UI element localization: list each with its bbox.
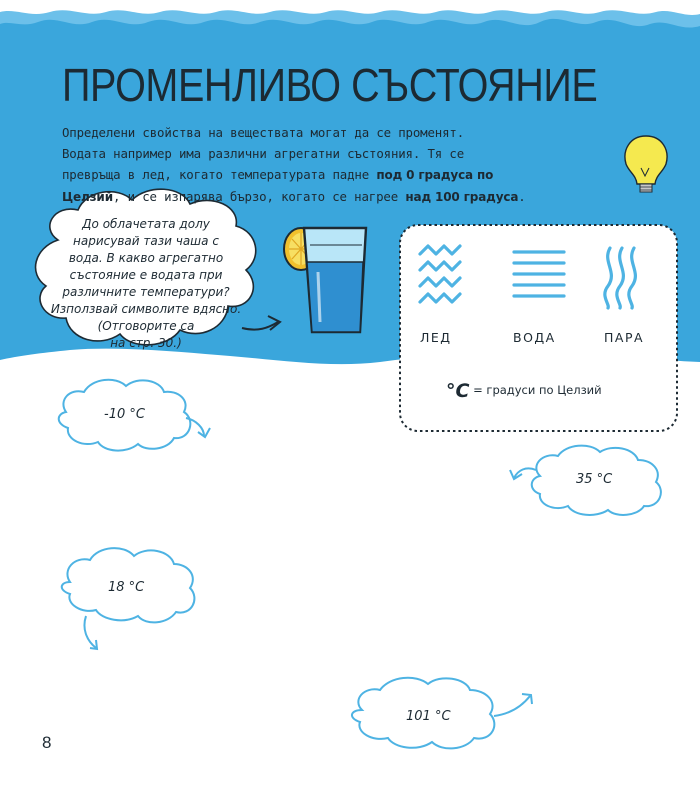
legend-water-label: ВОДА [513, 330, 556, 345]
bubble-line: на стр. 30.) [110, 336, 182, 350]
legend-steam-label: ПАРА [604, 330, 645, 345]
legend-ice-label: ЛЕД [420, 330, 452, 345]
legend-note [446, 380, 602, 402]
page-title: ПРОМЕНЛИВО СЪСТОЯНИЕ [62, 59, 598, 111]
bubble-line: нарисувай тази чаша с [73, 234, 219, 248]
intro-paragraph [62, 122, 622, 208]
cloud-shape [62, 548, 195, 649]
cloud-label-101: 101 °C [406, 709, 451, 724]
page-number: 8 [42, 733, 52, 752]
celsius-symbol: °C [446, 380, 470, 402]
bubble-line: (Отговорите са [97, 319, 195, 333]
intro-text: . [518, 189, 526, 204]
bubble-line: състояние е водата при [69, 268, 223, 282]
intro-line: Определени свойства на веществата могат да се променят. [62, 125, 465, 140]
celsius-description: = градуси по Целзий [473, 383, 602, 397]
speech-bubble-text [36, 216, 256, 352]
intro-emphasis: Целзий [62, 190, 113, 204]
bubble-line: Използвай символите вдясно. [50, 302, 242, 316]
bubble-line: различните температури? [62, 285, 230, 299]
bubble-line: До облачетата долу [82, 217, 210, 231]
cloud-label-minus10: -10 °C [104, 407, 145, 422]
intro-line: Водата например има различни агрегатни състояния. Тя се [62, 146, 465, 161]
intro-emphasis: над 100 градуса [405, 190, 519, 204]
intro-text: превръща в лед, когато температурата падне [62, 167, 377, 182]
cloud-label-18: 18 °C [108, 580, 145, 595]
intro-text: , и се изпарява бързо, когато се нагрее [112, 189, 406, 204]
intro-line [62, 164, 622, 186]
intro-line [62, 186, 622, 208]
intro-emphasis: под 0 градуса по [376, 168, 494, 182]
bubble-line: вода. В какво агрегатно [68, 251, 224, 265]
cloud-label-35: 35 °C [576, 472, 613, 487]
